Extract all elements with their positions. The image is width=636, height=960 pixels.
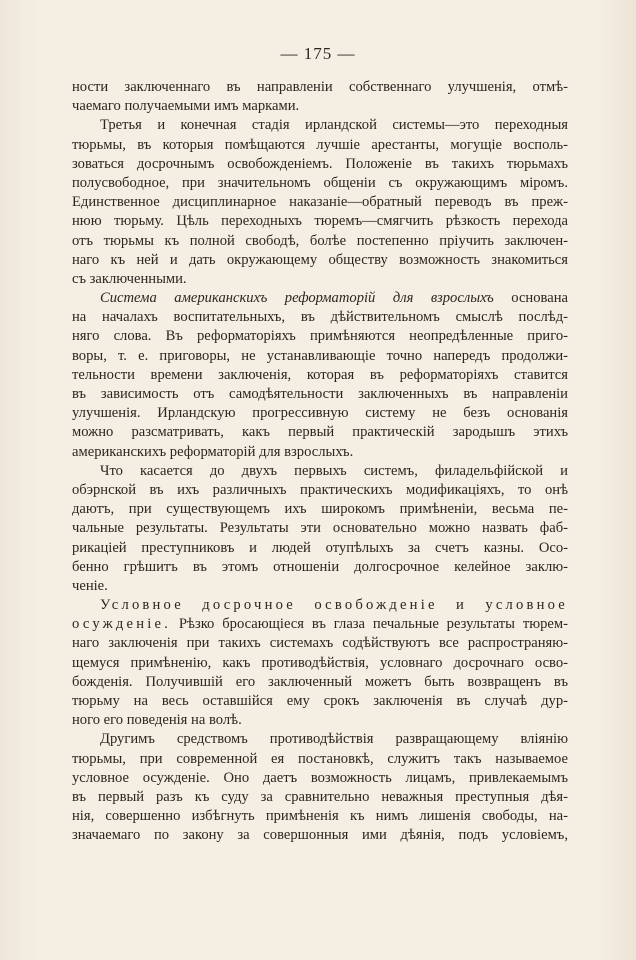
text-segment: въ зависимость отъ самодѣятельности заключенныхъ въ направленіи bbox=[72, 386, 568, 402]
text-segment: даютъ, при существующемъ ихъ широкомъ примѣненіи, весьма пе- bbox=[72, 501, 568, 518]
text-line bbox=[72, 711, 568, 730]
text-line bbox=[72, 558, 568, 577]
body-text bbox=[72, 78, 568, 846]
text-segment: можно разсматривать, какъ первый практическій зародышъ этихъ bbox=[72, 424, 568, 441]
text-segment: Другимъ средствомъ противодѣйствія развращающему вліянію bbox=[100, 731, 568, 748]
text-line bbox=[72, 347, 568, 366]
text-line bbox=[72, 308, 568, 327]
text-line bbox=[72, 423, 568, 442]
text-segment: условное осужденіе. Оно даетъ возможность лицамъ, привлекаемымъ bbox=[72, 769, 568, 786]
text-segment: воры, т. е. приговоры, не устанавливающіе точно напередъ продолжи- bbox=[72, 347, 568, 364]
text-line bbox=[72, 366, 568, 385]
text-line bbox=[72, 615, 568, 634]
text-line bbox=[72, 769, 568, 788]
text-line bbox=[72, 404, 568, 423]
text-segment: нія, совершенно избѣгнуть примѣненія къ нимъ лишенія свободы, на- bbox=[72, 808, 568, 825]
text-line bbox=[72, 500, 568, 519]
text-segment: съ заключенными. bbox=[72, 270, 187, 287]
page-number: — 175 — bbox=[280, 44, 356, 63]
text-line bbox=[72, 251, 568, 270]
text-segment: ного его поведенія на волѣ. bbox=[72, 712, 242, 729]
text-line bbox=[72, 788, 568, 807]
text-segment: на началахъ воспитательныхъ, въ дѣйствительномъ смыслѣ послѣд- bbox=[72, 309, 568, 326]
text-line bbox=[72, 539, 568, 558]
text-line bbox=[72, 193, 568, 212]
text-line bbox=[72, 730, 568, 749]
text-segment: божденія. Получившій его заключенный можетъ быть возвращенъ въ bbox=[72, 673, 568, 690]
text-segment: тюрьмы, въ которыя помѣщаются лучшіе арестанты, могущіе восполь- bbox=[72, 136, 568, 153]
text-line bbox=[72, 673, 568, 692]
text-line bbox=[72, 289, 568, 308]
text-segment: тельности времени заключенія, которая въ реформаторіяхъ ставится bbox=[72, 366, 568, 383]
text-segment: значаемаго по закону за совершонныя ими дѣянія, подъ условіемъ, bbox=[72, 827, 568, 844]
text-line bbox=[72, 807, 568, 826]
text-line bbox=[72, 443, 568, 462]
text-segment: ности заключеннаго въ направленіи собственнаго улучшенія, отмѣ- bbox=[72, 79, 568, 95]
text-line bbox=[72, 654, 568, 673]
text-line bbox=[72, 116, 568, 135]
text-line bbox=[72, 136, 568, 155]
text-segment: Рѣзко бросающіеся въ глаза печальные результаты тюрем- bbox=[171, 616, 568, 633]
text-segment: щемуся примѣненію, какъ противодѣйствія, условнаго досрочнаго осво- bbox=[72, 654, 568, 671]
text-line bbox=[72, 232, 568, 251]
text-line bbox=[72, 385, 568, 404]
text-segment: наго къ ней и дать окружающему обществу возможность знакомиться bbox=[72, 251, 568, 268]
text-line bbox=[72, 692, 568, 711]
text-segment: бенно грѣшитъ въ этомъ отношеніи долгосрочное келейное заклю- bbox=[72, 558, 568, 575]
spaced-heading: осужденіе. bbox=[72, 616, 172, 633]
text-segment: въ первый разъ къ суду за сравнительно неважныя преступныя дѣя- bbox=[72, 788, 568, 805]
text-segment: нюю тюрьму. Цѣль переходныхъ тюремъ—смягчить рѣзкость перехода bbox=[72, 213, 568, 230]
italic-heading: Система американскихъ реформаторій для взрослыхъ bbox=[100, 290, 494, 307]
text-line bbox=[72, 78, 568, 97]
text-segment: наго заключенія при такихъ системахъ содѣйствуютъ все распространяю- bbox=[72, 635, 568, 652]
text-line bbox=[72, 155, 568, 174]
text-segment: обэрнской въ ихъ различныхъ практическихъ модификаціяхъ, то онѣ bbox=[72, 481, 568, 498]
text-line bbox=[72, 750, 568, 769]
text-line bbox=[72, 519, 568, 538]
text-segment: тюрьмы, при современной ея постановкѣ, служитъ такъ называемое bbox=[72, 750, 568, 767]
text-line bbox=[72, 577, 568, 596]
text-segment: няго слова. Въ реформаторіяхъ примѣняются неопредѣленные приго- bbox=[72, 328, 568, 345]
text-line bbox=[72, 327, 568, 346]
text-line bbox=[72, 634, 568, 653]
text-line bbox=[72, 174, 568, 193]
text-line bbox=[72, 826, 568, 845]
text-line bbox=[72, 481, 568, 500]
text-segment: основана bbox=[493, 290, 568, 307]
text-line bbox=[72, 97, 568, 116]
text-segment: американскихъ реформаторій для взрослыхъ. bbox=[72, 443, 354, 460]
text-segment: зоваться досрочнымъ освобожденіемъ. Положеніе въ такихъ тюрьмахъ bbox=[72, 155, 568, 172]
text-segment: Единственное дисциплинарное наказаніе—обратный переводъ въ преж- bbox=[72, 194, 568, 211]
text-segment: отъ тюрьмы къ полной свободѣ, болѣе постепенно пріучить заключен- bbox=[72, 232, 568, 249]
text-segment: Третья и конечная стадія ирландской системы—это переходныя bbox=[100, 117, 568, 134]
text-line bbox=[72, 596, 568, 615]
text-line bbox=[72, 270, 568, 289]
text-segment: ченіе. bbox=[72, 577, 108, 594]
text-line bbox=[72, 462, 568, 481]
text-segment: чаемаго получаемыми имъ марками. bbox=[72, 98, 300, 115]
spaced-heading: Условное досрочное освобожденіе и условное bbox=[100, 597, 568, 614]
text-segment: чальные результаты. Результаты эти основательно можно назвать фаб- bbox=[72, 520, 568, 537]
text-segment: полусвободное, при значительномъ общеніи съ окружающимъ міромъ. bbox=[72, 174, 568, 191]
text-segment: улучшенія. Ирландскую прогрессивную систему не безъ основанія bbox=[72, 405, 568, 422]
text-line bbox=[72, 212, 568, 231]
text-segment: Что касается до двухъ первыхъ системъ, филадельфійской и bbox=[100, 462, 568, 479]
text-segment: тюрьму на весь оставшійся ему срокъ заключенія въ случаѣ дур- bbox=[72, 693, 568, 709]
text-segment: рикаціей преступниковъ и людей отупѣлыхъ за счетъ казны. Осо- bbox=[72, 539, 568, 556]
